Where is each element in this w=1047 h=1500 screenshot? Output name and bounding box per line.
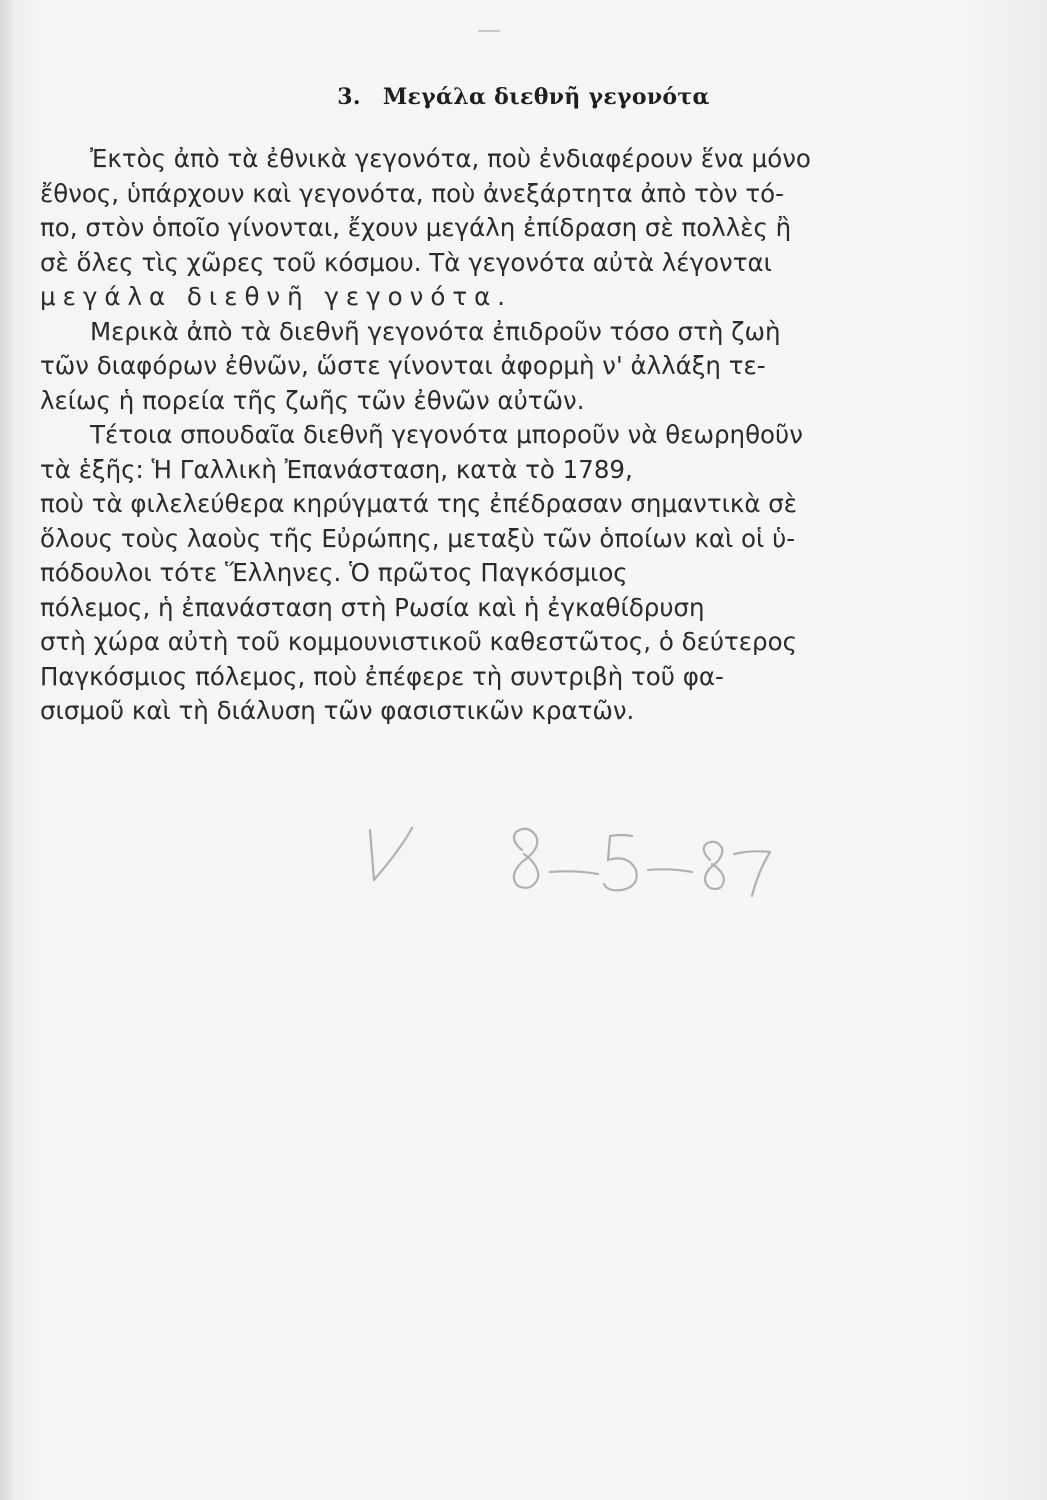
section-title: Μεγάλα διεθνῆ γεγονότα xyxy=(382,84,710,110)
text-line: πόδουλοι τότε Ἕλληνες. Ὁ πρῶτος Παγκόσμιος xyxy=(40,558,628,587)
text-line: σὲ ὅλες τὶς χῶρες τοῦ κόσμου. Τὰ γεγονότα αὐτὰ λέγονται xyxy=(40,247,772,277)
text-line: πόλεμος, ἡ ἐπανάσταση στὴ Ρωσία καὶ ἡ ἐγκαθίδρυση xyxy=(40,592,705,622)
text-line-emphasis: μεγάλα διεθνῆ γεγονότα. xyxy=(40,282,513,311)
text-line: λείως ἡ πορεία τῆς ζωῆς τῶν ἐθνῶν αὐτῶν. xyxy=(40,385,585,415)
section-number: 3. xyxy=(337,84,361,110)
body-text xyxy=(40,142,930,729)
text-line: Παγκόσμιος πόλεμος, ποὺ ἐπέφερε τὴ συντριβὴ τοῦ φα- xyxy=(40,661,724,691)
text-line: τῶν διαφόρων ἐθνῶν, ὥστε γίνονται ἀφορμὴ ν' ἀλλάξη τε- xyxy=(40,351,766,380)
handwritten-note-pencil xyxy=(360,810,840,930)
text-line: σισμοῦ καὶ τὴ διάλυση τῶν φασιστικῶν κρατῶν. xyxy=(40,696,635,725)
text-line: ὅλους τοὺς λαοὺς τῆς Εὐρώπης, μεταξὺ τῶν ὁποίων καὶ οἱ ὑ- xyxy=(40,523,796,553)
text-line: Ἐκτὸς ἀπὸ τὰ ἐθνικὰ γεγονότα, ποὺ ἐνδιαφέρουν ἕνα μόνο xyxy=(90,144,811,173)
text-line: Μερικὰ ἀπὸ τὰ διεθνῆ γεγονότα ἐπιδροῦν τόσο στὴ ζωὴ xyxy=(90,316,781,346)
page-edge-shadow xyxy=(0,0,14,1500)
text-line: Τέτοια σπουδαῖα διεθνῆ γεγονότα μποροῦν νὰ θεωρηθοῦν xyxy=(90,420,803,449)
text-line: στὴ χώρα αὐτὴ τοῦ κομμουνιστικοῦ καθεστῶτος, ὁ δεύτερος xyxy=(40,627,797,656)
text-line: ἔθνος, ὑπάρχουν καὶ γεγονότα, ποὺ ἀνεξάρτητα ἀπὸ τὸν τό- xyxy=(40,178,784,208)
text-line: τὰ ἑξῆς: Ἡ Γαλλικὴ Ἐπανάσταση, κατὰ τὸ 1789, xyxy=(40,454,633,484)
text-line: πο, στὸν ὁποῖο γίνονται, ἔχουν μεγάλη ἐπίδραση σὲ πολλὲς ἢ xyxy=(40,213,792,242)
text-line: ποὺ τὰ φιλελεύθερα κηρύγματά της ἐπέδρασαν σημαντικὰ σὲ xyxy=(40,489,798,518)
scan-mark xyxy=(478,30,500,32)
section-heading xyxy=(0,84,1047,110)
